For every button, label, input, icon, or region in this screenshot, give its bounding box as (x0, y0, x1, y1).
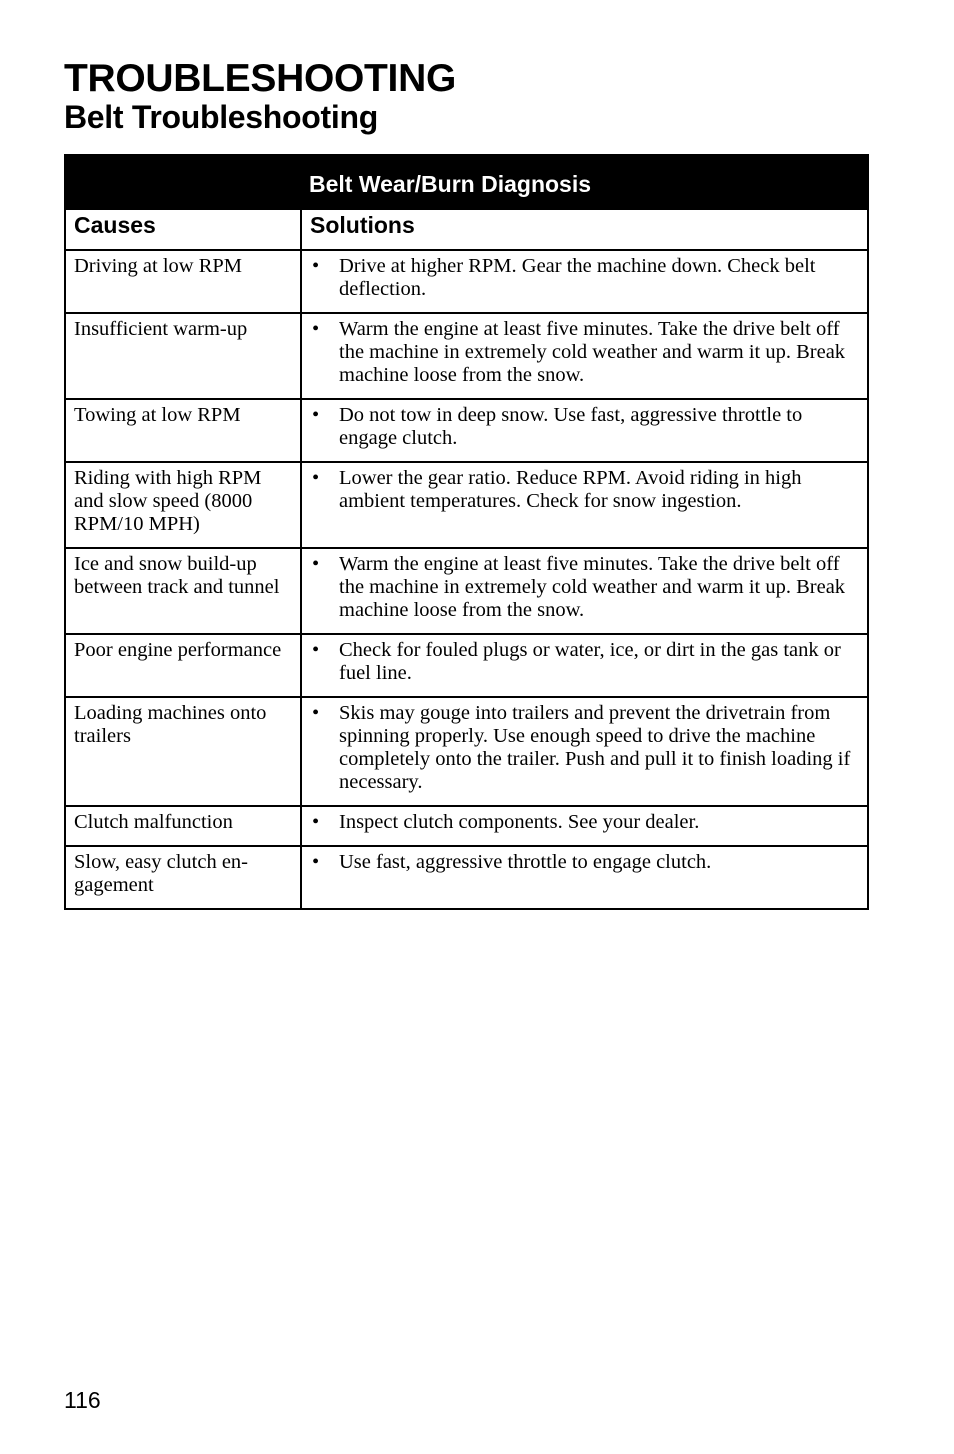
page-title: TROUBLESHOOTING (64, 57, 456, 100)
solution-item (310, 404, 855, 450)
solution-text: Use fast, aggressive throttle to engage clutch. (339, 851, 712, 873)
solution-cell (301, 250, 868, 313)
solution-item (310, 255, 855, 301)
cause-cell: Ice and snow build-up between track and tunnel (65, 548, 301, 634)
table-row (65, 697, 868, 806)
cause-cell: Riding with high RPM and slow speed (8000 RPM/10 MPH) (65, 462, 301, 548)
solution-item (310, 318, 855, 387)
table-title: Belt Wear/Burn Diagnosis (65, 155, 868, 209)
belt-diagnosis-table (64, 154, 869, 910)
bullet-icon: • (312, 255, 320, 277)
solution-item (310, 851, 855, 874)
solution-cell (301, 634, 868, 697)
column-header-solutions: Solutions (301, 209, 868, 250)
cause-cell: Insufficient warm-up (65, 313, 301, 399)
cause-cell: Poor engine performance (65, 634, 301, 697)
page-number: 116 (64, 1387, 101, 1413)
bullet-icon: • (312, 553, 320, 575)
solution-cell (301, 313, 868, 399)
solution-text: Skis may gouge into trailers and prevent the drivetrain from spinning properly. Use enough speed to drive the machine completely onto the trailer. Push and pull it to finish loading if necessary. (339, 702, 851, 793)
bullet-icon: • (312, 404, 320, 426)
table-row (65, 548, 868, 634)
solution-cell (301, 806, 868, 846)
solution-item (310, 702, 855, 794)
table-row (65, 399, 868, 462)
column-header-causes: Causes (65, 209, 301, 250)
solution-cell (301, 462, 868, 548)
solution-item (310, 467, 855, 513)
bullet-icon: • (312, 639, 320, 661)
bullet-icon: • (312, 318, 320, 340)
table-body (65, 250, 868, 909)
cause-cell: Towing at low RPM (65, 399, 301, 462)
solution-text: Warm the engine at least five minutes. Take the drive belt off the machine in extremely cold weather and warm it up. Break machine loose from the snow. (339, 318, 846, 386)
solution-item (310, 553, 855, 622)
solution-text: Inspect clutch components. See your dealer. (339, 811, 700, 833)
solution-item (310, 639, 855, 685)
solution-text: Check for fouled plugs or water, ice, or dirt in the gas tank or fuel line. (339, 639, 841, 684)
solution-text: Lower the gear ratio. Reduce RPM. Avoid riding in high ambient temperatures. Check for snow ingestion. (339, 467, 802, 512)
bullet-icon: • (312, 467, 320, 489)
solution-cell (301, 399, 868, 462)
solution-cell (301, 548, 868, 634)
cause-cell: Driving at low RPM (65, 250, 301, 313)
bullet-icon: • (312, 851, 320, 873)
cause-cell: Loading machines onto trailers (65, 697, 301, 806)
solution-item (310, 811, 855, 834)
bullet-icon: • (312, 702, 320, 724)
solution-text: Warm the engine at least five minutes. Take the drive belt off the machine in extremely cold weather and warm it up. Break machine loose from the snow. (339, 553, 846, 621)
cause-cell: Slow, easy clutch en-gagement (65, 846, 301, 909)
table-row (65, 634, 868, 697)
table-row (65, 462, 868, 548)
solution-cell (301, 697, 868, 806)
table-row (65, 250, 868, 313)
table-row (65, 846, 868, 909)
solution-cell (301, 846, 868, 909)
bullet-icon: • (312, 811, 320, 833)
table-row (65, 806, 868, 846)
section-title: Belt Troubleshooting (64, 99, 378, 135)
solution-text: Drive at higher RPM. Gear the machine down. Check belt deflection. (339, 255, 816, 300)
cause-cell: Clutch malfunction (65, 806, 301, 846)
table-row (65, 313, 868, 399)
solution-text: Do not tow in deep snow. Use fast, aggressive throttle to engage clutch. (339, 404, 803, 449)
